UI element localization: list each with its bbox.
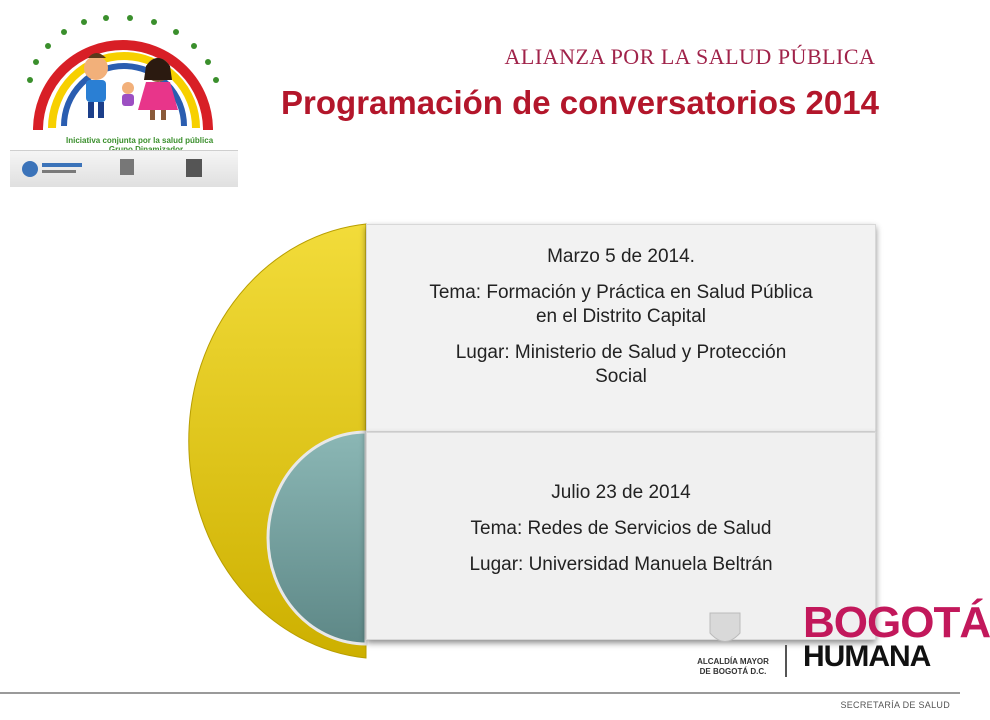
footer-divider bbox=[785, 645, 787, 677]
page-title: Programación de conversatorios 2014 bbox=[281, 84, 879, 121]
alcaldia-line2: DE BOGOTÁ D.C. bbox=[699, 667, 767, 676]
events-diagram bbox=[170, 220, 890, 660]
partner-logos-icon bbox=[10, 151, 238, 187]
event-topic: Tema: Redes de Servicios de Salud bbox=[470, 518, 772, 539]
event-card-march bbox=[366, 224, 876, 432]
event-topic-line2: en el Distrito Capital bbox=[535, 306, 707, 327]
event-place: Lugar: Universidad Manuela Beltrán bbox=[469, 554, 773, 575]
event-date: Julio 23 de 2014 bbox=[551, 482, 691, 503]
event-date: Marzo 5 de 2014. bbox=[547, 246, 695, 267]
event-place-line1: Lugar: Ministerio de Salud y Protección bbox=[455, 342, 787, 363]
logo-caption-line1: Iniciativa conjunta por la salud pública bbox=[66, 136, 214, 145]
event-card-july bbox=[366, 432, 876, 640]
footer-secretaria: SECRETARÍA DE SALUD bbox=[840, 700, 950, 710]
bogota-logo-top: BOGOTÁ bbox=[803, 598, 990, 647]
alcaldia-label bbox=[688, 657, 778, 677]
organization-name: ALIANZA POR LA SALUD PÚBLICA bbox=[504, 44, 876, 69]
alcaldia-line1: ALCALDÍA MAYOR bbox=[697, 657, 769, 666]
footer-rule bbox=[0, 692, 960, 694]
partner-logos-strip bbox=[10, 150, 238, 187]
bogota-coat-of-arms-icon bbox=[700, 608, 750, 653]
bogota-logo-bottom: HUMANA bbox=[803, 640, 931, 673]
event-place-line2: Social bbox=[595, 366, 647, 387]
event-topic-line1: Tema: Formación y Práctica en Salud Pública bbox=[429, 282, 813, 303]
